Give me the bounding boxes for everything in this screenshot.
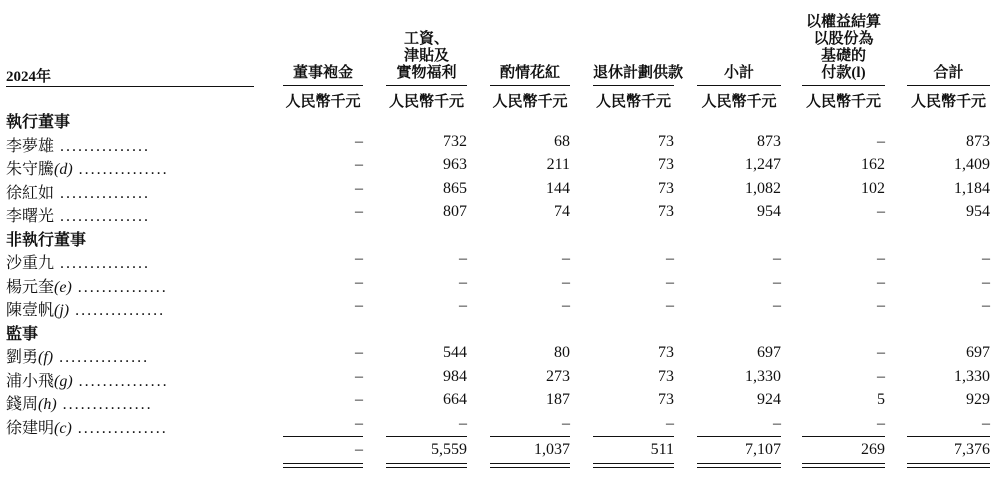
cell-salaries: 544 <box>443 344 467 361</box>
cell-bonus: 187 <box>546 391 570 408</box>
column-header-subtotal <box>697 65 781 86</box>
cell-share: 5 <box>877 391 885 408</box>
leader-dots: ............... <box>59 349 150 366</box>
person-name: 劉勇 <box>6 349 39 366</box>
cell-bonus: 74 <box>554 203 570 220</box>
cell-subtotal: 954 <box>757 203 781 220</box>
cell-pension: 73 <box>658 344 674 361</box>
cell-bonus: – <box>562 250 570 267</box>
cell-total: 929 <box>966 391 990 408</box>
person-name: 李夢雄 <box>6 137 55 155</box>
person-name: 朱守騰 <box>6 161 55 178</box>
total-top-rule <box>802 436 885 437</box>
person-name: 沙重九 <box>6 255 55 272</box>
cell-fees: – <box>355 273 363 291</box>
footnote-tag: (f) <box>38 349 54 366</box>
cell-fees: – <box>355 297 363 314</box>
leader-dots: ............... <box>60 184 151 202</box>
cell-subtotal: 873 <box>757 132 781 150</box>
row-name <box>6 344 149 367</box>
cell-fees: – <box>355 132 363 150</box>
person-name: 徐建明 <box>6 419 55 437</box>
leader-dots: ............... <box>77 278 168 296</box>
cell-bonus: 80 <box>554 344 570 361</box>
cell-subtotal: 1,082 <box>745 179 781 197</box>
column-header-line: 小計 <box>723 65 754 81</box>
cell-share: 162 <box>861 156 885 173</box>
column-header-line: 基礎的 <box>820 48 866 64</box>
column-header-underline <box>283 85 363 86</box>
person-name: 楊元奎 <box>6 278 55 296</box>
column-header-line: 工資、 <box>403 31 449 47</box>
row-name <box>6 203 150 226</box>
cell-pension: – <box>666 414 674 432</box>
person-name: 浦小飛 <box>6 372 55 390</box>
year-underline <box>6 86 254 87</box>
cell-total: 1,184 <box>954 179 990 197</box>
row-name <box>6 391 153 414</box>
cell-bonus: 211 <box>546 156 570 173</box>
cell-share: – <box>877 414 885 432</box>
double-rule-upper <box>490 463 570 464</box>
column-header-line: 合計 <box>933 65 964 81</box>
column-header-line: 付款(l) <box>821 65 866 81</box>
cell-salaries: – <box>459 414 467 432</box>
cell-fees: – <box>355 179 363 197</box>
cell-pension: 73 <box>658 132 674 150</box>
cell-salaries: 963 <box>443 156 467 173</box>
footnote-tag: (e) <box>54 278 72 296</box>
column-header-line: 董事袍金 <box>292 65 353 81</box>
total-top-rule <box>490 436 570 437</box>
cell-share: – <box>877 273 885 291</box>
column-unit-bonus: 人民幣千元 <box>492 94 568 110</box>
column-header-line: 實物福利 <box>396 65 457 81</box>
total-bonus: 1,037 <box>534 441 570 458</box>
cell-fees: – <box>355 250 363 267</box>
column-header-line: 津貼及 <box>403 48 449 64</box>
column-header-pension <box>593 65 684 86</box>
cell-share: – <box>877 250 885 267</box>
leader-dots: ............... <box>62 396 153 413</box>
cell-total: 954 <box>966 203 990 220</box>
cell-salaries: 732 <box>443 132 467 150</box>
cell-salaries: 984 <box>443 367 467 385</box>
column-unit-share: 人民幣千元 <box>805 94 881 110</box>
cell-fees: – <box>355 344 363 361</box>
leader-dots: ............... <box>60 255 151 272</box>
cell-salaries: – <box>459 250 467 267</box>
footnote-tag: (j) <box>54 302 70 319</box>
column-header-fees <box>283 65 363 86</box>
cell-fees: – <box>355 203 363 220</box>
cell-share: – <box>877 203 885 220</box>
cell-pension: 73 <box>658 179 674 197</box>
double-rule-lower <box>490 467 570 468</box>
cell-bonus: – <box>562 273 570 291</box>
total-pension: 511 <box>650 441 674 458</box>
row-name <box>6 180 150 203</box>
year-label: 2024年 <box>6 69 52 85</box>
column-header-line: 以股份為 <box>813 31 874 47</box>
cell-subtotal: – <box>773 297 781 314</box>
cell-total: – <box>982 297 990 314</box>
cell-subtotal: – <box>773 414 781 432</box>
column-unit-total: 人民幣千元 <box>910 94 986 110</box>
total-top-rule <box>593 436 674 437</box>
section-title: 監事 <box>6 325 39 343</box>
column-header-salaries <box>386 31 467 86</box>
cell-salaries: – <box>459 297 467 314</box>
cell-subtotal: 697 <box>757 344 781 361</box>
cell-share: – <box>877 132 885 150</box>
total-top-rule <box>386 436 467 437</box>
double-rule-upper <box>283 463 363 464</box>
cell-fees: – <box>355 367 363 385</box>
column-header-bonus <box>490 65 570 86</box>
person-name: 徐紅如 <box>6 184 55 202</box>
cell-share: – <box>877 344 885 361</box>
cell-bonus: – <box>562 297 570 314</box>
cell-bonus: – <box>562 414 570 432</box>
cell-pension: 73 <box>658 156 674 173</box>
cell-pension: – <box>666 273 674 291</box>
column-header-line: 酌情花紅 <box>499 65 560 81</box>
leader-dots: ............... <box>77 419 168 437</box>
column-unit-fees: 人民幣千元 <box>285 94 361 110</box>
section-title: 非執行董事 <box>6 231 87 249</box>
person-name: 李曙光 <box>6 208 55 225</box>
column-header-line: 以權益結算 <box>805 14 881 30</box>
cell-subtotal: 1,330 <box>745 367 781 385</box>
total-top-rule <box>907 436 990 437</box>
cell-total: – <box>982 250 990 267</box>
footnote-tag: (c) <box>54 419 72 437</box>
cell-pension: 73 <box>658 391 674 408</box>
cell-total: 1,409 <box>954 156 990 173</box>
column-header-underline <box>593 85 674 86</box>
total-total: 7,376 <box>954 441 990 458</box>
double-rule-lower <box>802 467 885 468</box>
row-name <box>6 250 150 273</box>
cell-total: 697 <box>966 344 990 361</box>
row-name <box>6 274 168 297</box>
leader-dots: ............... <box>78 161 169 178</box>
double-rule-lower <box>697 467 781 468</box>
double-rule-lower <box>283 467 363 468</box>
cell-total: 1,330 <box>954 367 990 385</box>
column-header-underline <box>490 85 570 86</box>
cell-subtotal: – <box>773 250 781 267</box>
cell-salaries: 807 <box>443 203 467 220</box>
double-rule-upper <box>907 463 990 464</box>
column-header-line: 退休計劃供款 <box>593 65 684 81</box>
total-share: 269 <box>861 441 885 458</box>
row-name <box>6 297 165 320</box>
cell-bonus: 273 <box>546 367 570 385</box>
cell-pension: 73 <box>658 203 674 220</box>
total-top-rule <box>283 436 363 437</box>
cell-subtotal: 1,247 <box>745 156 781 173</box>
total-subtotal: 7,107 <box>745 441 781 458</box>
row-name <box>6 156 169 179</box>
cell-salaries: 664 <box>443 391 467 408</box>
row-name <box>6 133 150 156</box>
double-rule-upper <box>386 463 467 464</box>
person-name: 錢周 <box>6 396 39 413</box>
person-name: 陳壹帆 <box>6 302 55 319</box>
cell-pension: – <box>666 297 674 314</box>
cell-share: 102 <box>861 179 885 197</box>
column-unit-salaries: 人民幣千元 <box>388 94 464 110</box>
leader-dots: ............... <box>75 302 166 319</box>
footnote-tag: (h) <box>38 396 57 413</box>
cell-total: – <box>982 273 990 291</box>
total-top-rule <box>697 436 781 437</box>
double-rule-upper <box>802 463 885 464</box>
cell-subtotal: – <box>773 273 781 291</box>
cell-bonus: 68 <box>554 132 570 150</box>
cell-fees: – <box>355 414 363 432</box>
double-rule-upper <box>593 463 674 464</box>
column-unit-subtotal: 人民幣千元 <box>701 94 777 110</box>
total-fees: – <box>355 441 363 458</box>
cell-total: 873 <box>966 132 990 150</box>
cell-total: – <box>982 414 990 432</box>
double-rule-lower <box>386 467 467 468</box>
cell-fees: – <box>355 156 363 173</box>
section-title: 執行董事 <box>6 114 71 131</box>
footnote-tag: (g) <box>54 372 73 390</box>
column-header-underline <box>386 85 467 86</box>
column-header-underline <box>802 85 885 86</box>
column-header-underline <box>907 85 990 86</box>
row-name <box>6 368 169 391</box>
double-rule-upper <box>697 463 781 464</box>
column-header-total <box>907 65 990 86</box>
total-salaries: 5,559 <box>431 441 467 458</box>
cell-pension: – <box>666 250 674 267</box>
double-rule-lower <box>907 467 990 468</box>
cell-bonus: 144 <box>546 179 570 197</box>
cell-subtotal: 924 <box>757 391 781 408</box>
column-header-share <box>802 14 885 86</box>
column-header-underline <box>697 85 781 86</box>
leader-dots: ............... <box>60 137 151 155</box>
footnote-tag: (d) <box>54 161 73 178</box>
cell-fees: – <box>355 391 363 408</box>
cell-salaries: – <box>459 273 467 291</box>
cell-share: – <box>877 367 885 385</box>
column-unit-pension: 人民幣千元 <box>595 94 671 110</box>
row-name <box>6 415 168 438</box>
cell-share: – <box>877 297 885 314</box>
cell-pension: 73 <box>658 367 674 385</box>
cell-salaries: 865 <box>443 179 467 197</box>
leader-dots: ............... <box>60 208 151 225</box>
leader-dots: ............... <box>78 372 169 390</box>
double-rule-lower <box>593 467 674 468</box>
